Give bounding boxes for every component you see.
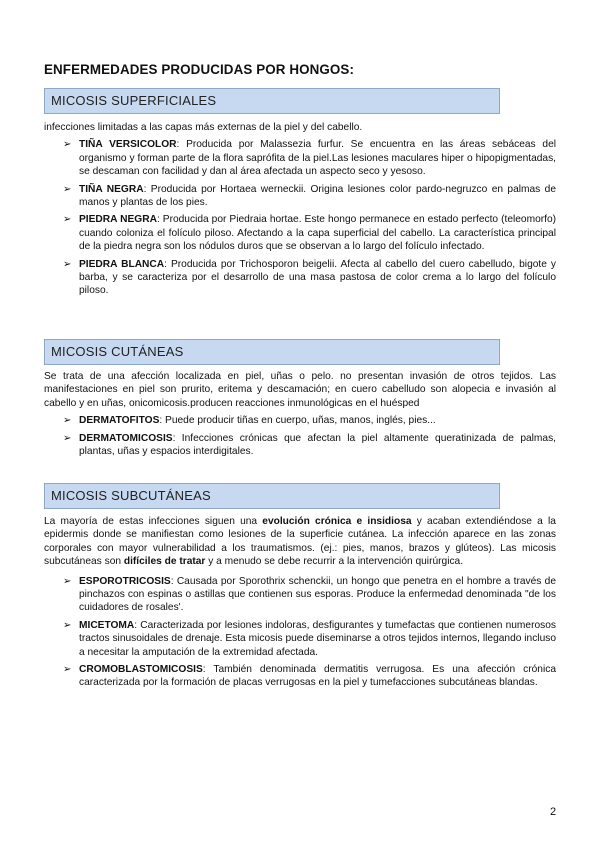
list-item (44, 414, 556, 427)
section-header-cutaneas: MICOSIS CUTÁNEAS (44, 339, 500, 365)
arrow-icon: ➢ (63, 575, 72, 587)
item-text: : Producida por Trichosporon beigelii. Afecta al cabello del cuero cabelludo, bigote y barba, y se caracteriza por el desarrollo de una masa pastosa de color crema a lo largo del folículo piloso. (79, 258, 556, 297)
arrow-icon: ➢ (63, 415, 72, 427)
item-text: : Puede producir tiñas en cuerpo, uñas, manos, inglés, pies... (159, 415, 436, 427)
section-intro: Se trata de una afección localizada en piel, uñas o pelo. no presentan invasión de otros tejidos. Las manifestaciones en piel son prurito, eritema y descamación; en cuero cabelludo son alopecia e invasión al cabello y en uñas, onicomicosis.producen reacciones inmunológicas en el huésped (44, 371, 556, 409)
arrow-icon: ➢ (63, 139, 72, 151)
list-item (44, 619, 556, 659)
item-term: PIEDRA NEGRA (79, 214, 157, 226)
intro-emphasis: difíciles de tratar (123, 556, 206, 568)
intro-text: La mayoría de estas infecciones siguen una (44, 516, 263, 527)
arrow-icon: ➢ (63, 258, 72, 270)
item-text: : Infecciones crónicas que afectan la piel altamente queratinizada de palmas, plantas, uñas y espacios interdigitales. (79, 432, 556, 458)
page-title: ENFERMEDADES PRODUCIDAS POR HONGOS: (44, 62, 355, 77)
arrow-icon: ➢ (63, 432, 72, 444)
list-item (44, 183, 556, 210)
arrow-icon: ➢ (63, 664, 72, 676)
section-cutaneas (44, 370, 556, 458)
item-text: : También denominada dermatitis verrugosa. Es una afección crónica caracterizada por la formación de placas verrugosas en la piel y tumefacciones subcutáneas blandas. (79, 664, 556, 689)
item-term: DERMATOFITOS (79, 415, 160, 427)
item-term: TIÑA VERSICOLOR (79, 139, 177, 151)
section-intro: infecciones limitadas a las capas más externas de la piel y del cabello. (44, 122, 363, 133)
list-item (44, 663, 556, 690)
intro-text: y a menudo se debe recurrir a la intervención quirúrgica. (205, 556, 464, 568)
arrow-icon: ➢ (63, 619, 72, 631)
bullet-list (44, 575, 556, 690)
bullet-list (44, 138, 556, 297)
list-item (44, 213, 556, 253)
item-text: : Caracterizada por lesiones indoloras, desfigurantes y tumefactas que contienen numerosos tractos sinusoidales de drenaje. Esta micosis puede diseminarse a otros tejidos internos, llegando incluso a necesitar la amputación de la extremidad afectada. (79, 619, 556, 658)
arrow-icon: ➢ (63, 183, 72, 195)
item-term: ESPOROTRICOSIS (79, 575, 171, 587)
arrow-icon: ➢ (63, 214, 72, 226)
section-subcutaneas (44, 515, 556, 690)
item-text: : Producida por Piedraia hortae. Este hongo permanece en estado perfecto (teleomorfo) cuando coloniza el folículo piloso. Afectando a la capa superficial del cabello. La característica principal de la piedra negra son los nódulos duros que se observan a lo largo del folículo infectado. (79, 214, 557, 253)
page-number: 2 (550, 806, 557, 818)
item-text: : Producida por Hortaea werneckii. Origina lesiones color pardo-negruzco en palmas de manos y plantas de los pies. (79, 183, 556, 209)
item-term: MICETOMA (79, 619, 135, 631)
item-text: : Causada por Sporothrix schenckii, un hongo que penetra en el hombre a través de pinchazos con espinas o astillas que contienen sus esporas. Produce la enfermedad denominada "de los cuidadores de rosales'. (79, 575, 556, 614)
section-intro (44, 515, 556, 569)
item-text: : Producida por Malassezia furfur. Se encuentra en las áreas sebáceas del organismo y forman parte de la flora saprófita de la piel.Las lesiones maculares hiper o hipopigmentadas, se descaman con facilidad y dan al área afectada un aspecto seco y yesoso. (79, 139, 556, 178)
list-item (44, 432, 556, 459)
item-term: DERMATOMICOSIS (79, 432, 173, 444)
item-term: TIÑA NEGRA (79, 183, 144, 195)
list-item (44, 575, 556, 615)
list-item (44, 258, 556, 298)
intro-text: y acaban extendiéndose a la epidermis donde se manifiestan como lesiones de la superficie cutánea. La infección aparece en las zonas corporales con mayor vulnerabilidad a los traumatismos. (ej.: pies, manos, brazos y glúteos). Las micosis subcutáneas son (44, 516, 556, 568)
section-header-subcutaneas: MICOSIS SUBCUTÁNEAS (44, 483, 500, 509)
item-term: PIEDRA BLANCA (79, 258, 165, 270)
intro-emphasis: evolución crónica e insidiosa (262, 516, 412, 527)
item-term: CROMOBLASTOMICOSIS (79, 664, 203, 676)
section-superficiales (44, 121, 556, 298)
bullet-list (44, 414, 556, 458)
section-header-superficiales: MICOSIS SUPERFICIALES (44, 88, 500, 114)
list-item (44, 138, 556, 178)
